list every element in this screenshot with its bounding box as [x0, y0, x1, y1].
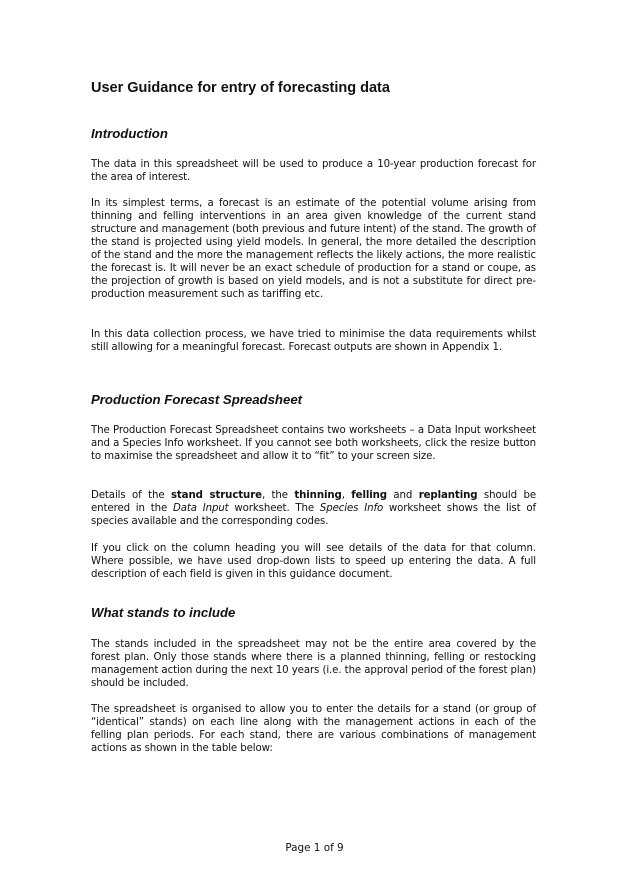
- section-heading-introduction: Introduction: [91, 126, 168, 141]
- emphasis-felling: felling: [351, 490, 387, 501]
- paragraph: The data in this spreadsheet will be used to produce a 10-year production forecast for the area of interest.: [91, 159, 536, 183]
- emphasis-thinning: thinning: [294, 490, 342, 501]
- paragraph: The stands included in the spreadsheet may not be the entire area covered by the forest plan. Only those stands where there is a planned thinning, felling or restocking management action during the next 10 years (i.e. the approval period of the forest plan) should be included.: [91, 639, 536, 689]
- emphasis-stand-structure: stand structure: [170, 490, 262, 501]
- worksheet-name-species-info: Species Info: [319, 503, 384, 514]
- emphasis-replanting: replanting: [418, 490, 478, 501]
- paragraph: If you click on the column heading you will see details of the data for that column. Where possible, we have used drop-down lists to speed up entering the data. A full description of each field is given in this guidance document.: [91, 543, 536, 580]
- paragraph: In its simplest terms, a forecast is an estimate of the potential volume arising from thinning and felling interventions in an area given knowledge of the current stand structure and management (both previous and future intent) of the stand. The growth of the stand is projected using yield models. In general, the more detailed the description of the stand and the more the management reflects the likely actions, the more realistic the forecast is. It will never be an exact schedule of production for a stand or coupe, as the projection of growth is based on yield models, and is not a substitute for direct pre-production measurement such as tariffing etc.: [91, 198, 536, 300]
- text: should be entered in the: [91, 490, 536, 514]
- paragraph: In this data collection process, we have tried to minimise the data requirements whilst still allowing for a meaningful forecast. Forecast outputs are shown in Appendix 1.: [91, 329, 536, 353]
- text: worksheet. The: [228, 503, 320, 514]
- text: worksheet shows the list of species available and the corresponding codes.: [91, 503, 536, 527]
- paragraph: The spreadsheet is organised to allow you to enter the details for a stand (or group of “identical” stands) on each line along with the management actions in each of the felling plan periods. For each stand, there are various combinations of management actions as shown in the table below:: [91, 704, 536, 754]
- text: Details of the: [91, 490, 171, 501]
- paragraph-details: [91, 489, 536, 528]
- section-heading-what-stands-to-include: What stands to include: [91, 605, 236, 620]
- worksheet-name-data-input: Data Input: [172, 503, 229, 514]
- text: ,: [341, 490, 352, 501]
- page-number-footer: Page 1 of 9: [285, 842, 344, 854]
- text: , the: [261, 490, 295, 501]
- text: and: [386, 490, 419, 501]
- paragraph: The Production Forecast Spreadsheet contains two worksheets – a Data Input worksheet and a Species Info worksheet. If you cannot see both worksheets, click the resize button to maximise the spreadsheet and allow it to “fit” to your screen size.: [91, 425, 536, 462]
- document-title: User Guidance for entry of forecasting data: [91, 80, 390, 96]
- section-heading-production-forecast-spreadsheet: Production Forecast Spreadsheet: [91, 392, 303, 407]
